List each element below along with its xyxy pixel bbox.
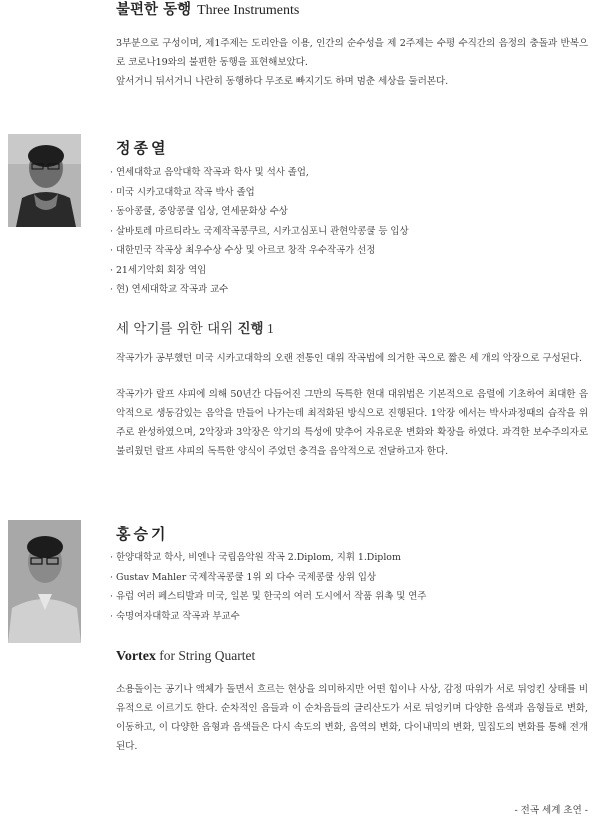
portrait-image <box>8 520 81 643</box>
work-title-rest: for String Quartet <box>155 648 256 663</box>
piece-description-2: 앞서거니 뒤서거니 나란히 동행하다 무조로 빠지기도 하며 멈춘 세상을 둘러본다. <box>116 76 449 87</box>
work-title-1 <box>116 317 274 337</box>
bio-item: · 숙명여자대학교 작곡과 부교수 <box>110 607 426 627</box>
bio-item: · 21세기악회 회장 역임 <box>110 261 409 281</box>
bio-item: · 미국 시카고대학교 작곡 박사 졸업 <box>110 183 409 203</box>
footer-note: - 전곡 세계 초연 - <box>514 805 588 816</box>
piece-title-en: Three Instruments <box>197 3 300 18</box>
work-description-2: 소용돌이는 공기나 액체가 돌면서 흐르는 현상을 의미하지만 어떤 힘이나 사상, 감정 따위가 서로 뒤엉킨 상태를 비유적으로 이르기도 한다. 순차적인 음들과 이 순차음들의 글리산도가 서로 뒤엉키며 다양한 음색과 음형들로 변화, 이동하고, 이 다양한 음형과 음색들은 다시 속도의 변화, 음역의 변화, 다이내믹의 변화, 밀집도의 변화를 통해 전개된다. <box>116 684 588 752</box>
bio-item: · 연세대학교 음악대학 작곡과 학사 및 석사 졸업, <box>110 163 409 183</box>
piece-title <box>116 0 299 21</box>
bio-item: · 동아콩쿨, 중앙콩쿨 입상, 연세문화상 수상 <box>110 202 409 222</box>
work-title-bold: 진행 <box>237 321 264 337</box>
work-title-bold: Vortex <box>116 649 156 664</box>
work-description-1b: 작곡가가 랄프 샤피에 의해 50년간 다듬어진 그만의 독특한 현대 대위법은 기본적으로 음렬에 기초하여 최대한 음악적으로 생동감있는 음악을 만들어 나가는데 최적화된 방식으로 진행된다. 1악장 에서는 박사과정때의 습작을 위주로 완성하였으며, 2악장과 3악장은 악기의 특성에 맞추어 자유로운 변화와 확장을 하였다. 과격한 보수주의자로 불리웠던 랄프 샤피의 독특한 양식이 주었던 충격을 음악적으로 전달하고자 한다. <box>116 389 588 457</box>
bio-item: · 살바토레 마르티라노 국제작곡콩쿠르, 시카고심포니 관현악콩쿨 등 입상 <box>110 222 409 242</box>
work-title-2 <box>116 648 255 665</box>
piece-description-1: 3부분으로 구성이며, 제1주제는 도리안을 이용, 인간의 순수성을 제 2주제는 수평 수직간의 음정의 충돌과 반복으로 코로나19와의 불편한 동행을 표현해보았다. <box>116 38 588 68</box>
bio-item: · Gustav Mahler 국제작곡콩쿨 1위 외 다수 국제콩쿨 상위 입상 <box>110 568 426 588</box>
composer-bio-1 <box>110 163 409 300</box>
portrait-image <box>8 134 81 227</box>
bio-item: · 한양대학교 학사, 비엔나 국립음악원 작곡 2.Diplom, 지휘 1.Diplom <box>110 548 426 568</box>
piece-title-ko: 불편한 동행 <box>116 2 192 18</box>
bio-item: · 대한민국 작곡상 최우수상 수상 및 아르코 창작 우수작곡가 선정 <box>110 241 409 261</box>
composer-bio-2 <box>110 548 426 626</box>
composer-photo-1 <box>8 134 81 227</box>
work-title-prefix: 세 악기를 위한 대위 <box>116 321 238 337</box>
composer-photo-2 <box>8 520 81 643</box>
work-description-1a: 작곡가가 공부했던 미국 시카고대학의 오랜 전통인 대위 작곡법에 의거한 곡으로 짧은 세 개의 악장으로 구성된다. <box>116 353 582 364</box>
work-title-suffix: 1 <box>263 321 274 336</box>
bio-item: · 유럽 여러 페스티발과 미국, 일본 및 한국의 여러 도시에서 작품 위촉 및 연주 <box>110 587 426 607</box>
composer-name-2: 홍승기 <box>116 525 169 543</box>
composer-name-1: 정종열 <box>116 139 169 157</box>
bio-item: · 현) 연세대학교 작곡과 교수 <box>110 280 409 300</box>
